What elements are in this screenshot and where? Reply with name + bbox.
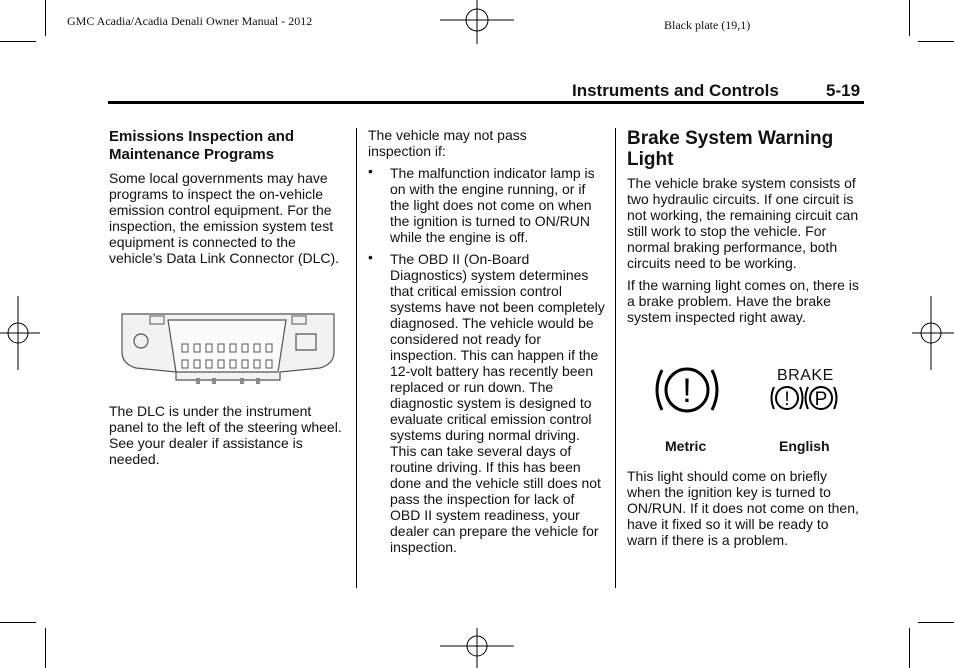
crop-mark: [0, 622, 36, 623]
header-rule: [108, 101, 864, 104]
inspection-intro: The vehicle may not pass inspection if:: [368, 127, 527, 159]
emissions-heading: Emissions Inspection and Maintenance Programs: [109, 128, 295, 163]
crop-mark: [45, 0, 46, 36]
column-3: [627, 128, 861, 331]
brake-warning-paragraph: If the warning light comes on, there is a brake problem. Have the brake system inspected right away.: [627, 277, 859, 325]
crop-mark: [0, 41, 36, 42]
crop-mark: [918, 41, 954, 42]
crop-mark: [909, 628, 910, 668]
inspection-bullet-list: [368, 165, 608, 555]
registration-mark-left: [0, 296, 40, 370]
registration-mark-bottom: [440, 628, 514, 668]
column-divider: [356, 128, 357, 588]
registration-mark-right: [912, 296, 954, 370]
section-title: Instruments and Controls: [572, 81, 779, 100]
emissions-paragraph: Some local governments may have programs to inspect the on-vehicle emission control equipment. For the inspection, the emission system test equipment is connected to the vehicle’s Data Link Connector (DLC).: [109, 170, 340, 266]
registration-mark-top: [440, 0, 514, 44]
column-1-bottom: [109, 403, 347, 473]
metric-caption: Metric: [665, 438, 707, 454]
english-parking-p: P: [814, 389, 828, 410]
column-divider: [615, 128, 616, 588]
list-item: [368, 165, 608, 245]
brake-word: BRAKE: [777, 367, 834, 384]
brake-warning-metric-icon: [652, 362, 722, 418]
plate-label: Black plate (19,1): [664, 18, 751, 32]
crop-mark: [909, 0, 910, 36]
brake-system-paragraph: The vehicle brake system consists of two hydraulic circuits. If one circuit is not working, the remaining circuit can still work to stop the vehicle. For normal braking performance, both circuits need to be working.: [627, 175, 859, 271]
bullet-text: The OBD II (On-Board Diagnostics) system determines that critical emission control systems have not been completely diagnosed. The vehicle would be considered not ready for inspection. This can happen if the 12-volt battery has recently been replaced or run down. The diagnostic system is designed to evaluate critical emission control systems during normal driving. This can take several days of routine driving. If this has been done and the vehicle still does not pass the inspection for lack of OBD II system readiness, your dealer can prepare the vehicle for inspection.: [390, 251, 605, 555]
english-exclamation: !: [784, 389, 790, 410]
brake-warning-english-icon: [770, 382, 838, 414]
dlc-location-paragraph: The DLC is under the instrument panel to the left of the steering wheel. See your dealer if assistance is needed.: [109, 403, 342, 467]
crop-mark: [45, 628, 46, 668]
dlc-connector-illustration: [120, 312, 336, 388]
page-number: 5-19: [826, 81, 861, 100]
column-3-bottom: [627, 468, 861, 554]
crop-mark: [918, 622, 954, 623]
list-item: [368, 251, 608, 555]
bullet-icon: •: [368, 163, 373, 179]
manual-title: GMC Acadia/Acadia Denali Owner Manual - 2012: [67, 14, 313, 28]
bullet-icon: •: [368, 249, 373, 265]
metric-exclamation: !: [682, 372, 692, 410]
column-2: [368, 127, 608, 561]
english-caption: English: [779, 438, 830, 454]
column-1: [109, 128, 347, 272]
brake-warning-heading: Brake System Warning Light: [627, 128, 834, 170]
brake-light-check-paragraph: This light should come on briefly when the ignition key is turned to ON/RUN. If it does not come on then, have it fixed so it will be ready to warn if there is a problem.: [627, 468, 859, 548]
bullet-text: The malfunction indicator lamp is on with the engine running, or if the light does not come on when the ignition is turned to ON/RUN while the engine is off.: [390, 165, 595, 245]
